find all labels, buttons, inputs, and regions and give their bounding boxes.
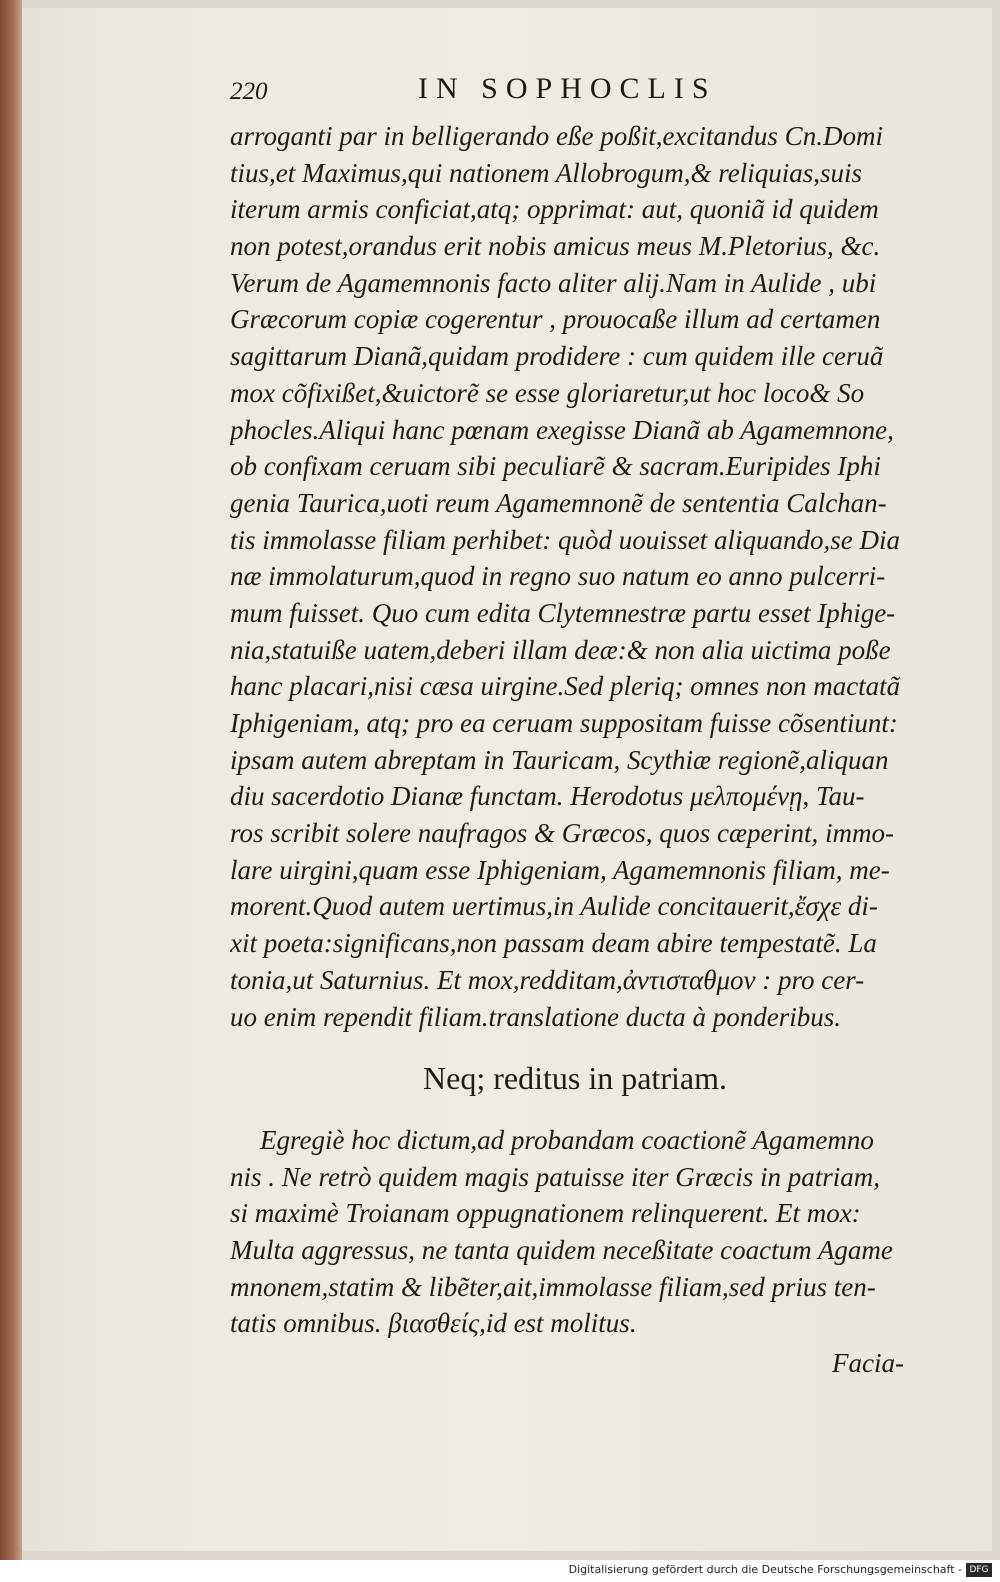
book-spine <box>0 0 22 1560</box>
text-line: genia Taurica,uoti reum Agamemnonẽ de sententia Calchan- <box>230 487 887 518</box>
funding-credit: Digitalisierung gefördert durch die Deutsche Forschungsgemeinschaft - <box>568 1563 962 1576</box>
text-line: tonia,ut Saturnius. Et mox,redditam,ἀντισταθμον : pro cer- <box>230 964 865 995</box>
page-number: 220 <box>230 78 268 105</box>
text-line: tius,et Maximus,qui nationem Allobrogum,& reliquias,suis <box>230 157 862 188</box>
text-line: ob confixam ceruam sibi peculiarẽ & sacram.Euripides Iphi <box>230 451 881 482</box>
running-head <box>230 72 830 112</box>
section-heading: Neq; reditus in patriam. <box>423 1060 727 1096</box>
text-line: mox cõfixißet,&uictorẽ se esse gloriaretur,ut hoc loco& So <box>230 377 865 408</box>
text-line: Græcorum copiæ cogerentur , prouocaße illum ad certamen <box>230 304 881 335</box>
text-line: tatis omnibus. βιασθείς,id est molitus. <box>230 1308 637 1339</box>
text-line: xit poeta:significans,non passam deam abire tempestatẽ. La <box>230 928 877 959</box>
running-title: IN SOPHOCLIS <box>418 72 717 105</box>
text-line: hanc placari,nisi cæsa uirgine.Sed pleriq; omnes non mactatã <box>230 671 901 702</box>
text-line: uo enim rependit filiam.translatione ducta à ponderibus. <box>230 1001 841 1032</box>
text-line: sagittarum Dianã,quidam prodidere : cum quidem ille ceruã <box>230 341 884 372</box>
text-line: morent.Quod autem uertimus,in Aulide concitauerit,ἔσχε di- <box>230 891 878 922</box>
text-line: ipsam autem abreptam in Tauricam, Scythiæ regionẽ,aliquan <box>230 744 889 775</box>
text-line: nia,statuiße uatem,deberi illam deæ:& non alia uictima poße <box>230 634 891 665</box>
text-line: næ immolaturum,quod in regno suo natum eo anno pulcerri- <box>230 561 886 592</box>
text-line: lare uirgini,quam esse Iphigeniam, Agamemnonis filiam, me- <box>230 854 890 885</box>
text-line: nis . Ne retrò quidem magis patuisse iter Græcis in patriam, <box>230 1161 881 1192</box>
catchword: Facia- <box>832 1348 904 1378</box>
text-line: iterum armis conficiat,atq; opprimat: aut, quoniã id quidem <box>230 194 879 225</box>
section-text <box>230 1122 920 1342</box>
body-text <box>230 118 920 1035</box>
text-line: Multa aggressus, ne tanta quidem neceßitate coactum Agame <box>230 1235 893 1266</box>
text-line: Egregiè hoc dictum,ad probandam coactionẽ Agamemno <box>260 1125 874 1155</box>
text-line: si maximè Troianam oppugnationem relinquerent. Et mox: <box>230 1198 861 1229</box>
text-line: Verum de Agamemnonis facto aliter alij.Nam in Aulide , ubi <box>230 267 877 298</box>
text-line: tis immolasse filiam perhibet: quòd uouisset aliquando,se Dia <box>230 524 900 555</box>
dfg-logo-icon: DFG <box>966 1563 992 1577</box>
text-line: ros scribit solere naufragos & Græcos, quos cæperint, immo- <box>230 818 895 849</box>
text-line: mum fuisset. Quo cum edita Clytemnestræ partu esset Iphige- <box>230 597 896 628</box>
text-line: arroganti par in belligerando eße poßit,excitandus Cn.Domi <box>230 121 883 151</box>
text-line: Iphigeniam, atq; pro ea ceruam suppositam fuisse cõsentiunt: <box>230 708 898 738</box>
text-line: diu sacerdotio Dianæ functam. Herodotus μελπομένῃ, Tau- <box>230 781 865 812</box>
text-line: non potest,orandus erit nobis amicus meus M.Pletorius, &c. <box>230 231 881 262</box>
text-line: mnonem,statim & libẽter,ait,immolasse filiam,sed prius ten- <box>230 1271 876 1302</box>
text-line: phocles.Aliqui hanc pœnam exegisse Dianã ab Agamemnone, <box>230 414 894 445</box>
footer-bar <box>0 1560 1000 1582</box>
